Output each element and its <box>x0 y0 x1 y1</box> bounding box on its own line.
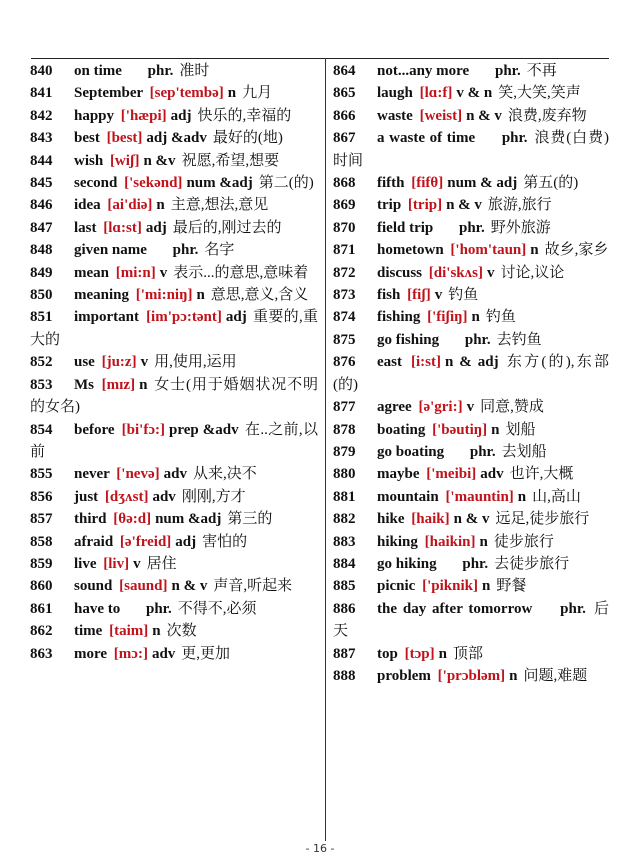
entry-part-of-speech: n & v <box>171 578 208 595</box>
entry-definition: 第二(的) <box>258 175 314 192</box>
vocab-entry <box>333 665 609 687</box>
entry-part-of-speech: v <box>466 399 475 416</box>
entry-definition: 野外旅游 <box>490 219 551 236</box>
entry-number: 868 <box>333 175 356 192</box>
column-divider <box>325 58 326 841</box>
page-number: - 16 - <box>305 842 335 855</box>
entry-part-of-speech: phr. <box>469 443 496 460</box>
entry-number: 884 <box>333 555 356 572</box>
entry-phonetic: [wiʃ] <box>109 152 140 169</box>
entry-phonetic: [sep'tembə] <box>149 85 224 102</box>
entry-word: have to <box>74 600 121 617</box>
vocab-entry <box>30 419 318 464</box>
vocab-entry <box>30 239 318 261</box>
vocab-entry <box>333 262 609 284</box>
entry-phonetic: ['hæpi] <box>120 107 167 124</box>
entry-phonetic: [lɑ:f] <box>419 85 453 102</box>
entry-number: 850 <box>30 287 53 304</box>
vocab-entry <box>30 194 318 216</box>
entry-phonetic: ['bəutiŋ] <box>432 421 488 438</box>
vocab-entry <box>333 105 609 127</box>
entry-word: best <box>74 130 100 147</box>
entry-number: 886 <box>333 600 356 617</box>
vocab-entry <box>30 508 318 530</box>
entry-word: go hiking <box>377 555 437 572</box>
entry-part-of-speech: n <box>481 578 491 595</box>
entry-number: 847 <box>30 219 53 236</box>
entry-word: sound <box>74 578 113 595</box>
entry-definition: 女士(用于婚姻状况不明的女名) <box>30 376 319 416</box>
vocab-entry <box>333 419 609 441</box>
entry-phonetic: ['prɔbləm] <box>437 667 506 684</box>
entry-part-of-speech: phr. <box>146 600 172 617</box>
entry-phonetic: [im'pɔ:tənt] <box>146 309 222 326</box>
entry-number: 882 <box>333 511 356 528</box>
entry-part-of-speech: v & n <box>456 85 493 102</box>
entry-number: 857 <box>30 511 53 528</box>
entry-word: field trip <box>377 219 434 236</box>
entry-word: idea <box>74 197 101 214</box>
entry-definition: 在..之前,以前 <box>30 421 318 460</box>
vocab-entry <box>30 598 318 620</box>
entry-word: top <box>377 645 398 662</box>
vocab-entry <box>333 441 609 463</box>
entry-number: 846 <box>30 197 53 214</box>
entry-part-of-speech: n & v <box>446 197 482 214</box>
vocab-entry <box>30 284 318 306</box>
entry-number: 856 <box>30 488 53 505</box>
entry-definition: 意思,意义,含义 <box>210 287 309 304</box>
entry-definition: 用,使用,运用 <box>154 354 237 371</box>
entry-part-of-speech: v <box>159 264 168 281</box>
entry-part-of-speech: num & adj <box>447 175 518 192</box>
entry-part-of-speech: phr. <box>464 331 491 348</box>
entry-number: 848 <box>30 242 53 259</box>
entry-part-of-speech: adv <box>480 466 504 483</box>
entry-phonetic: [fifθ] <box>411 175 444 192</box>
entry-word: picnic <box>377 578 416 595</box>
entry-number: 869 <box>333 197 356 214</box>
entry-definition: 同意,赞成 <box>480 399 544 416</box>
entry-number: 845 <box>30 175 53 192</box>
entry-part-of-speech: adj <box>175 533 197 550</box>
entry-phonetic: [mɔ:] <box>113 645 148 662</box>
entry-definition: 问题,难题 <box>523 667 588 684</box>
entry-definition: 也许,大概 <box>509 466 574 483</box>
entry-word: fifth <box>377 175 405 192</box>
entry-number: 879 <box>333 443 356 460</box>
entry-number: 866 <box>333 107 356 124</box>
entry-number: 854 <box>30 421 53 438</box>
vocab-entry <box>333 194 609 216</box>
entry-phonetic: ['mi:niŋ] <box>135 287 193 304</box>
entry-phonetic: [weist] <box>419 107 463 124</box>
top-rule <box>31 58 609 59</box>
entry-definition: 钓鱼 <box>448 287 479 304</box>
entry-word: problem <box>377 667 431 684</box>
entry-part-of-speech: n <box>491 421 500 438</box>
entry-definition: 从来,决不 <box>192 466 257 483</box>
entry-word: more <box>74 645 108 662</box>
entry-word: wish <box>74 152 104 169</box>
vocab-entry <box>333 598 609 643</box>
vocab-entry <box>30 575 318 597</box>
vocab-entry <box>333 329 609 351</box>
entry-word: go boating <box>377 443 445 460</box>
entry-definition: 不再 <box>526 63 557 79</box>
entry-number: 874 <box>333 309 356 326</box>
entry-definition: 去徒步旅行 <box>494 555 570 572</box>
vocab-entry <box>30 105 318 127</box>
entry-definition: 害怕的 <box>202 533 248 550</box>
entry-phonetic: [di'skʌs] <box>428 264 483 281</box>
vocab-entry <box>333 463 609 485</box>
entry-part-of-speech: phr. <box>147 63 174 79</box>
entry-number: 873 <box>333 287 356 304</box>
entry-number: 865 <box>333 85 356 102</box>
entry-word: use <box>74 354 95 371</box>
entry-definition: 顶部 <box>452 645 483 662</box>
entry-word: discuss <box>377 264 423 281</box>
vocab-entry <box>30 60 318 82</box>
entry-number: 876 <box>333 354 356 371</box>
vocab-entry <box>30 553 318 575</box>
entry-part-of-speech: adv <box>152 488 176 505</box>
entry-word: last <box>74 219 97 236</box>
entry-word: laugh <box>377 85 413 102</box>
vocab-entry <box>333 306 609 328</box>
entry-number: 880 <box>333 466 356 483</box>
vocab-entry <box>333 239 609 261</box>
entry-word: Ms <box>74 376 94 393</box>
entry-word: before <box>74 421 115 438</box>
entry-phonetic: [ə'gri:] <box>418 399 463 416</box>
entry-word: September <box>74 85 143 102</box>
vocab-entry <box>30 82 318 104</box>
entry-definition: 去划船 <box>501 443 547 460</box>
entry-definition: 钓鱼 <box>485 309 516 326</box>
vocab-entry <box>333 217 609 239</box>
entry-definition: 九月 <box>242 85 273 102</box>
entry-word: not...any more <box>377 63 470 79</box>
entry-part-of-speech: n <box>227 85 237 102</box>
entry-phonetic: [i:st] <box>410 354 441 371</box>
entry-part-of-speech: prep &adv <box>168 421 239 438</box>
entry-part-of-speech: n & v <box>466 107 502 124</box>
entry-word: just <box>74 488 99 505</box>
vocab-entry <box>333 284 609 306</box>
entry-number: 872 <box>333 264 356 281</box>
entry-phonetic: [liv] <box>103 555 130 572</box>
entry-definition: 主意,想法,意见 <box>170 197 269 214</box>
vocab-entry <box>333 553 609 575</box>
entry-phonetic: [haikin] <box>424 533 476 550</box>
entry-number: 849 <box>30 264 53 281</box>
vocab-entry <box>30 463 318 485</box>
entry-number: 859 <box>30 555 53 572</box>
vocab-entry <box>30 172 318 194</box>
entry-definition: 讨论,议论 <box>500 264 565 281</box>
entry-number: 867 <box>333 130 356 147</box>
entry-definition: 快乐的,幸福的 <box>197 107 292 124</box>
entry-part-of-speech: adv <box>151 645 176 662</box>
entry-part-of-speech: n <box>517 488 527 505</box>
entry-number: 861 <box>30 600 53 617</box>
vocab-entry <box>30 306 318 351</box>
entry-phonetic: [fiʃ] <box>407 287 431 304</box>
entry-part-of-speech: phr. <box>494 63 521 79</box>
entry-word: afraid <box>74 533 114 550</box>
entry-part-of-speech: phr. <box>459 219 485 236</box>
entry-part-of-speech: n <box>479 533 488 550</box>
vocab-entry <box>30 374 318 419</box>
entry-number: 851 <box>30 309 53 326</box>
entry-part-of-speech: phr. <box>560 600 586 617</box>
entry-number: 858 <box>30 533 53 550</box>
entry-phonetic: [mi:n] <box>115 264 156 281</box>
entry-part-of-speech: adv <box>163 466 187 483</box>
entry-number: 887 <box>333 645 356 662</box>
entry-definition: 浪费(白费)时间 <box>333 130 610 169</box>
entry-phonetic: [best] <box>106 130 143 147</box>
entry-word: live <box>74 555 97 572</box>
entry-number: 842 <box>30 107 53 124</box>
entry-part-of-speech: v <box>133 555 141 572</box>
entry-word: hiking <box>377 533 418 550</box>
entry-number: 883 <box>333 533 356 550</box>
vocab-entry <box>30 620 318 642</box>
entry-part-of-speech: n <box>509 667 518 684</box>
entry-part-of-speech: v <box>486 264 495 281</box>
entry-definition: 最后的,刚过去的 <box>172 219 282 236</box>
entry-part-of-speech: phr. <box>501 130 528 147</box>
vocab-entry <box>333 396 609 418</box>
entry-word: mountain <box>377 488 439 505</box>
entry-word: time <box>74 623 103 640</box>
entry-part-of-speech: adj <box>225 309 247 326</box>
entry-word: second <box>74 175 118 192</box>
entry-number: 881 <box>333 488 356 505</box>
entry-phonetic: [tɔp] <box>404 645 435 662</box>
entry-number: 885 <box>333 578 356 595</box>
entry-definition: 不得不,必须 <box>177 600 257 617</box>
entry-definition: 划船 <box>505 421 536 438</box>
entry-part-of-speech: adj <box>145 219 167 236</box>
entry-phonetic: [saund] <box>119 578 168 595</box>
entry-word: hometown <box>377 242 444 259</box>
vocab-entry <box>333 351 609 396</box>
entry-phonetic: [θə:d] <box>113 511 152 528</box>
vocab-entry <box>30 351 318 373</box>
entry-word: meaning <box>74 287 130 304</box>
vocab-entry <box>30 531 318 553</box>
entry-part-of-speech: n & v <box>453 511 490 528</box>
entry-number: 852 <box>30 354 53 371</box>
entry-phonetic: [dʒʌst] <box>104 488 149 505</box>
entry-phonetic: [trip] <box>407 197 443 214</box>
entry-number: 841 <box>30 85 53 102</box>
entry-definition: 居住 <box>146 555 177 572</box>
entry-number: 863 <box>30 645 53 662</box>
entry-part-of-speech: n <box>139 376 148 393</box>
entry-phonetic: [mɪz] <box>101 376 136 393</box>
entry-number: 878 <box>333 421 356 438</box>
entry-definition: 更,更加 <box>181 645 231 662</box>
entry-definition: 最好的(地) <box>212 130 283 147</box>
entry-phonetic: ['fiʃiŋ] <box>427 309 468 326</box>
entry-phonetic: ['piknik] <box>422 578 478 595</box>
entry-word: maybe <box>377 466 420 483</box>
entry-number: 860 <box>30 578 53 595</box>
entry-part-of-speech: n <box>156 197 165 214</box>
entry-number: 888 <box>333 667 356 684</box>
vocab-entry <box>333 127 609 172</box>
vocab-entry <box>333 60 609 82</box>
entry-part-of-speech: num &adj <box>186 175 253 192</box>
entry-word: a waste of time <box>377 130 476 147</box>
entry-phonetic: ['meibi] <box>426 466 477 483</box>
entry-part-of-speech: n <box>152 623 161 640</box>
entry-part-of-speech: num &adj <box>155 511 222 528</box>
entry-number: 840 <box>30 63 53 79</box>
entry-phonetic: [lɑ:st] <box>103 219 142 236</box>
entry-number: 862 <box>30 623 53 640</box>
vocab-entry <box>30 217 318 239</box>
entry-phonetic: ['hom'taun] <box>450 242 527 259</box>
entry-phonetic: [ə'freid] <box>119 533 172 550</box>
entry-part-of-speech: adj &adv <box>146 130 207 147</box>
entry-phonetic: [haik] <box>411 511 450 528</box>
entry-word: never <box>74 466 110 483</box>
entry-word: go fishing <box>377 331 440 348</box>
entry-definition: 祝愿,希望,想要 <box>181 152 280 169</box>
entry-part-of-speech: n <box>530 242 539 259</box>
entry-definition: 第五(的) <box>523 175 579 192</box>
entry-definition: 刚刚,方才 <box>181 488 246 505</box>
entry-definition: 故乡,家乡 <box>544 242 609 259</box>
entry-number: 875 <box>333 331 356 348</box>
right-column <box>333 60 609 687</box>
vocab-entry <box>333 486 609 508</box>
vocab-entry <box>30 150 318 172</box>
entry-phonetic: ['mauntin] <box>445 488 514 505</box>
entry-word: fishing <box>377 309 421 326</box>
entry-word: mean <box>74 264 109 281</box>
entry-phonetic: ['sekənd] <box>124 175 183 192</box>
entry-part-of-speech: n <box>471 309 480 326</box>
entry-phonetic: ['nevə] <box>116 466 160 483</box>
entry-definition: 重要的,重大的 <box>30 309 318 348</box>
entry-word: hike <box>377 511 405 528</box>
entry-part-of-speech: v <box>434 287 443 304</box>
entry-number: 877 <box>333 399 356 416</box>
left-column <box>30 60 318 665</box>
vocab-entry <box>30 643 318 665</box>
entry-number: 871 <box>333 242 356 259</box>
entry-part-of-speech: phr. <box>462 555 489 572</box>
entry-word: happy <box>74 107 115 124</box>
entry-number: 864 <box>333 63 356 79</box>
entry-phonetic: [ai'diə] <box>107 197 153 214</box>
entry-definition: 笑,大笑,笑声 <box>498 85 581 102</box>
entry-definition: 远足,徒步旅行 <box>495 511 590 528</box>
entry-part-of-speech: adj <box>170 107 192 124</box>
entry-definition: 次数 <box>166 623 197 640</box>
entry-part-of-speech: v <box>140 354 149 371</box>
entry-word: third <box>74 511 107 528</box>
vocab-entry <box>333 172 609 194</box>
entry-word: boating <box>377 421 426 438</box>
vocab-entry <box>333 643 609 665</box>
entry-definition: 名字 <box>204 242 235 259</box>
entry-number: 853 <box>30 376 53 393</box>
vocab-entry <box>30 127 318 149</box>
entry-word: fish <box>377 287 401 304</box>
entry-word: trip <box>377 197 402 214</box>
entry-definition: 后天 <box>333 600 609 640</box>
entry-part-of-speech: n <box>196 287 205 304</box>
entry-word: the day after tomorrow <box>377 600 533 617</box>
entry-number: 844 <box>30 152 53 169</box>
entry-word: agree <box>377 399 412 416</box>
entry-number: 870 <box>333 219 356 236</box>
entry-word: on time <box>74 63 122 79</box>
vocab-entry <box>30 262 318 284</box>
entry-number: 855 <box>30 466 53 483</box>
entry-definition: 东方(的),东部(的) <box>333 354 609 393</box>
entry-definition: 去钓鱼 <box>496 331 542 348</box>
entry-definition: 旅游,旅行 <box>487 197 552 214</box>
entry-definition: 准时 <box>179 63 210 79</box>
entry-word: important <box>74 309 139 326</box>
entry-word: east <box>377 354 402 371</box>
entry-word: waste <box>377 107 413 124</box>
entry-number: 843 <box>30 130 53 147</box>
entry-phonetic: [bi'fɔ:] <box>121 421 165 438</box>
vocab-entry <box>333 82 609 104</box>
entry-part-of-speech: n <box>438 645 447 662</box>
entry-definition: 第三的 <box>227 511 273 528</box>
entry-definition: 徒步旅行 <box>493 533 554 550</box>
entry-phonetic: [ju:z] <box>101 354 137 371</box>
entry-phonetic: [taim] <box>109 623 149 640</box>
entry-part-of-speech: n &v <box>143 152 176 169</box>
entry-definition: 野餐 <box>496 578 527 595</box>
entry-part-of-speech: phr. <box>172 242 199 259</box>
vocab-entry <box>30 486 318 508</box>
entry-definition: 浪费,废弃物 <box>507 107 587 124</box>
entry-part-of-speech: n & adj <box>444 354 499 371</box>
entry-definition: 声音,听起来 <box>213 578 293 595</box>
entry-word: given name <box>74 242 147 259</box>
vocab-entry <box>333 531 609 553</box>
vocab-entry <box>333 508 609 530</box>
entry-definition: 表示...的意思,意味着 <box>173 264 309 281</box>
vocab-entry <box>333 575 609 597</box>
entry-definition: 山,高山 <box>532 488 581 505</box>
